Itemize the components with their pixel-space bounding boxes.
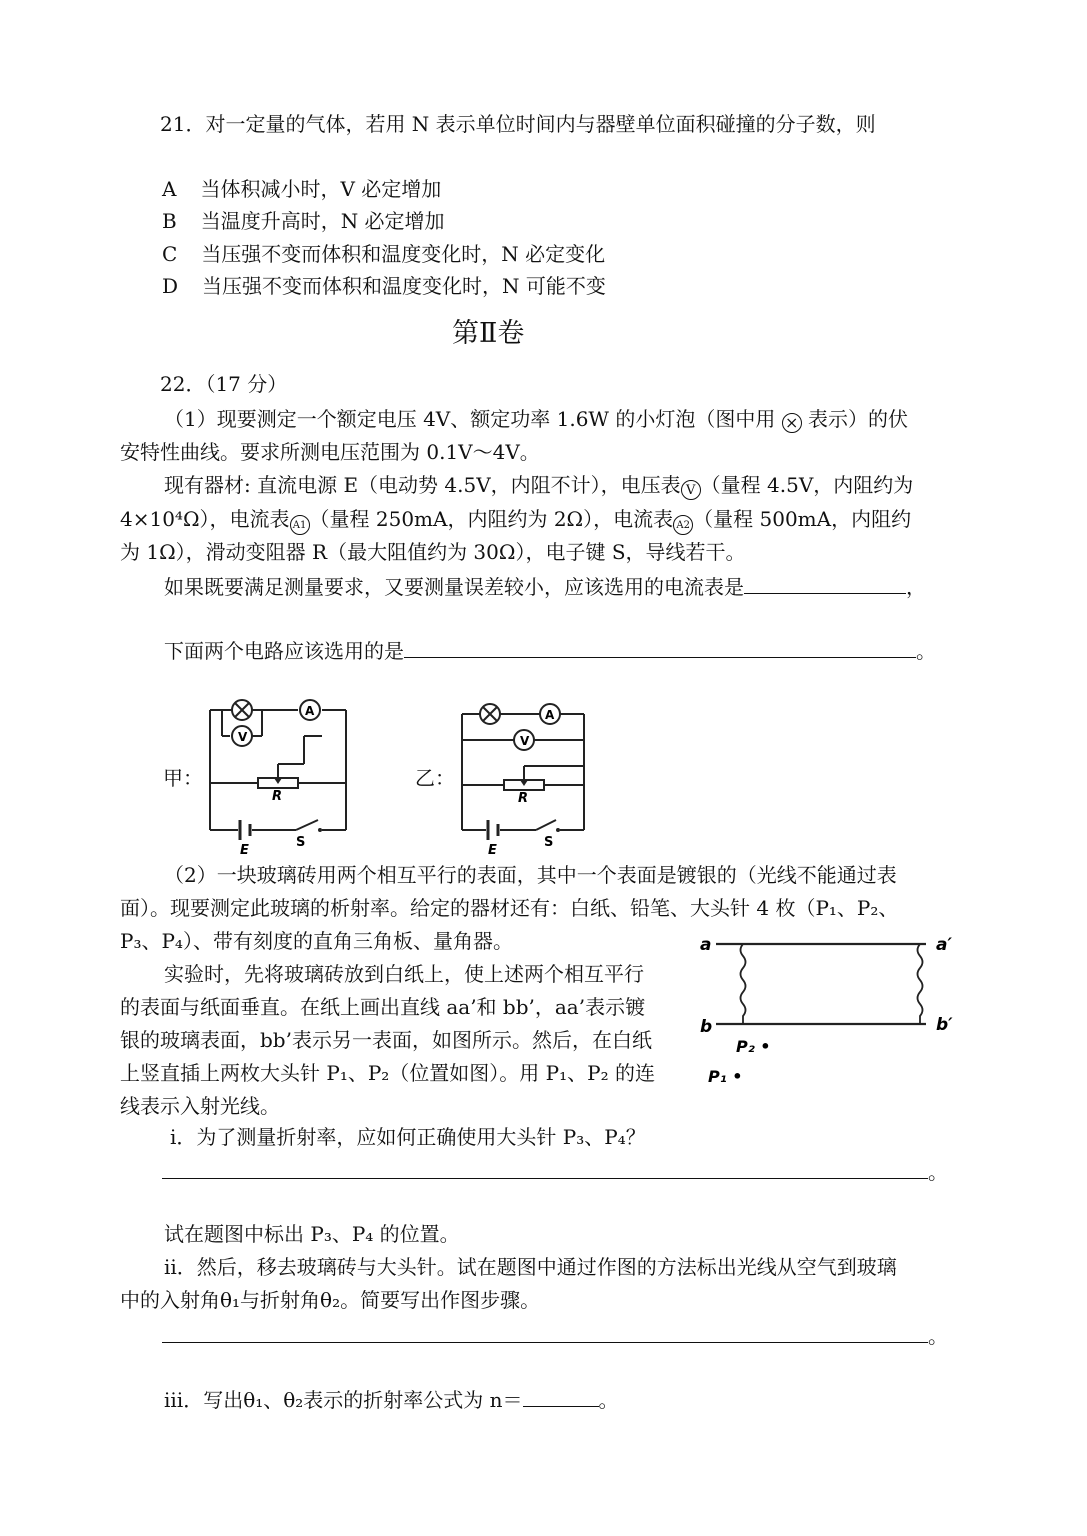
answer-blank-iii[interactable]: [523, 1386, 599, 1407]
q22-p2-line2: 面）。现要测定此玻璃的析射率。给定的器材还有：白纸、铅笔、大头针 4 枚（P₁、P₂、: [120, 896, 899, 920]
text-span: （量程 250mA，内阻约为 2Ω），电流表: [309, 507, 674, 531]
q22-mark-instruction: 试在题图中标出 P₃、P₄ 的位置。: [164, 1222, 460, 1246]
text-span: （量程 4.5V，内阻约为: [700, 473, 914, 497]
label-a: a: [700, 935, 712, 955]
text-span: （量程 500mA，内阻约: [693, 507, 912, 531]
text-span: 。: [928, 1324, 948, 1348]
text-span: 如果既要满足测量要求，又要测量误差较小，应该选用的电流表是: [164, 575, 744, 599]
answer-blank-i[interactable]: [162, 1158, 928, 1179]
text-span: ，: [906, 575, 926, 599]
ammeter-a1-icon: A1: [290, 515, 310, 535]
voltmeter-icon: V: [681, 480, 701, 500]
option-text: 当体积减小时，V 必定增加: [200, 177, 442, 201]
battery-label: E: [240, 843, 249, 856]
label-b-prime: b′: [936, 1015, 953, 1035]
voltmeter-label: V: [238, 730, 248, 744]
q22-subq-ii-line1: ⅱ．然后，移去玻璃砖与大头针。试在题图中通过作图的方法标出光线从空气到玻璃: [164, 1255, 897, 1279]
text-span: 表示）的伏: [808, 407, 909, 431]
answer-blank-ammeter[interactable]: [744, 573, 906, 594]
answer-blank-circuit[interactable]: [404, 637, 916, 658]
q22-p2-line3: P₃、P₄）、带有刻度的直角三角板、量角器。: [120, 929, 513, 953]
circuit-yi-diagram: [452, 700, 602, 856]
rheostat-label: R: [272, 789, 283, 804]
q22-p1-line1: [164, 407, 908, 433]
q22-p2-line4: 实验时，先将玻璃砖放到白纸上，使上述两个相互平行: [164, 962, 644, 986]
option-label: D: [162, 274, 179, 298]
option-text: 当温度升高时，N 必定增加: [200, 209, 445, 233]
circuit-jia-diagram: [200, 696, 360, 856]
q21-option-c[interactable]: [162, 242, 605, 266]
glass-block-figure: [698, 928, 968, 1093]
ammeter-label: A: [305, 704, 315, 718]
text-span: ⅲ．写出θ₁、θ₂表示的折射率公式为 n＝: [164, 1388, 523, 1412]
answer-blank-ii[interactable]: [162, 1322, 928, 1343]
q22-p2-line7: 上竖直插上两枚大头针 P₁、P₂（位置如图）。用 P₁、P₂ 的连: [120, 1061, 655, 1085]
text-span: 。: [928, 1160, 948, 1184]
label-a-prime: a′: [936, 935, 952, 955]
text-span: （1）现要测定一个额定电压 4V、额定功率 1.6W 的小灯泡（图中用: [164, 407, 776, 431]
q22-p2-line5: 的表面与纸面垂直。在纸上画出直线 aa’和 bb’，aa’表示镀: [120, 995, 646, 1019]
label-b: b: [700, 1017, 713, 1037]
q22-p2-line6: 银的玻璃表面，bb’表示另一表面，如图所示。然后，在白纸: [120, 1028, 652, 1052]
pin-p2-label: P₂ •: [736, 1037, 771, 1056]
circuit-jia-label: 甲：: [163, 766, 203, 790]
q21-option-a[interactable]: [162, 177, 441, 201]
option-label: C: [162, 242, 178, 266]
pin-p1-label: P₁ •: [708, 1067, 743, 1086]
q22-subq-iii: [164, 1386, 619, 1412]
circuit-yi-label: 乙：: [415, 766, 455, 790]
option-label: B: [162, 209, 177, 233]
switch-label: S: [544, 835, 554, 850]
switch-label: S: [296, 835, 306, 850]
q22-p1-line7: [164, 637, 936, 663]
rheostat-label: R: [518, 791, 529, 806]
q22-p2-line1: （2）一块玻璃砖用两个相互平行的表面，其中一个表面是镀银的（光线不能通过表: [164, 863, 897, 887]
option-text: 当压强不变而体积和温度变化时，N 必定变化: [201, 242, 606, 266]
ammeter-label: A: [545, 708, 555, 722]
text-span: 现有器材: 直流电源 E（电动势 4.5V，内阻不计），电压表: [164, 473, 681, 497]
text-span: 4×10⁴Ω），电流表: [120, 507, 290, 531]
ammeter-a2-icon: A2: [673, 515, 693, 535]
option-text: 当压强不变而体积和温度变化时，N 可能不变: [202, 274, 606, 298]
section-title: 第Ⅱ卷: [452, 318, 525, 349]
voltmeter-label: V: [520, 734, 530, 748]
q22-p1-line4: [120, 507, 911, 535]
q21-option-d[interactable]: [162, 274, 606, 298]
q22-subq-ii-line2: 中的入射角θ₁与折射角θ₂。简要写出作图步骤。: [120, 1288, 541, 1312]
q22-subq-i-answer: [162, 1158, 948, 1184]
text-span: 。: [598, 1388, 619, 1412]
text-span: 下面两个电路应该选用的是: [164, 639, 404, 663]
q22-p1-line5: 为 1Ω），滑动变阻器 R（最大阻值约为 30Ω），电子键 S，导线若干。: [120, 540, 746, 564]
q21-stem: 21．对一定量的气体，若用 N 表示单位时间内与器壁单位面积碰撞的分子数，则: [160, 112, 876, 136]
q22-p1-line2: 安特性曲线。要求所测电压范围为 0.1V～4V。: [120, 440, 540, 464]
q22-subq-i: ⅰ．为了测量折射率，应如何正确使用大头针 P₃、P₄？: [170, 1125, 646, 1149]
text-span: 。: [916, 639, 936, 663]
option-label: A: [162, 177, 177, 201]
q22-p1-line3: [164, 473, 913, 500]
q22-header: 22．（17 分）: [160, 372, 288, 396]
battery-label: E: [488, 843, 497, 856]
q22-p2-line8: 线表示入射光线。: [120, 1094, 280, 1118]
q22-p1-line6: [164, 573, 926, 599]
q22-subq-ii-answer: [162, 1322, 948, 1348]
q21-option-b[interactable]: [162, 209, 445, 233]
bulb-icon: ×: [782, 413, 802, 433]
